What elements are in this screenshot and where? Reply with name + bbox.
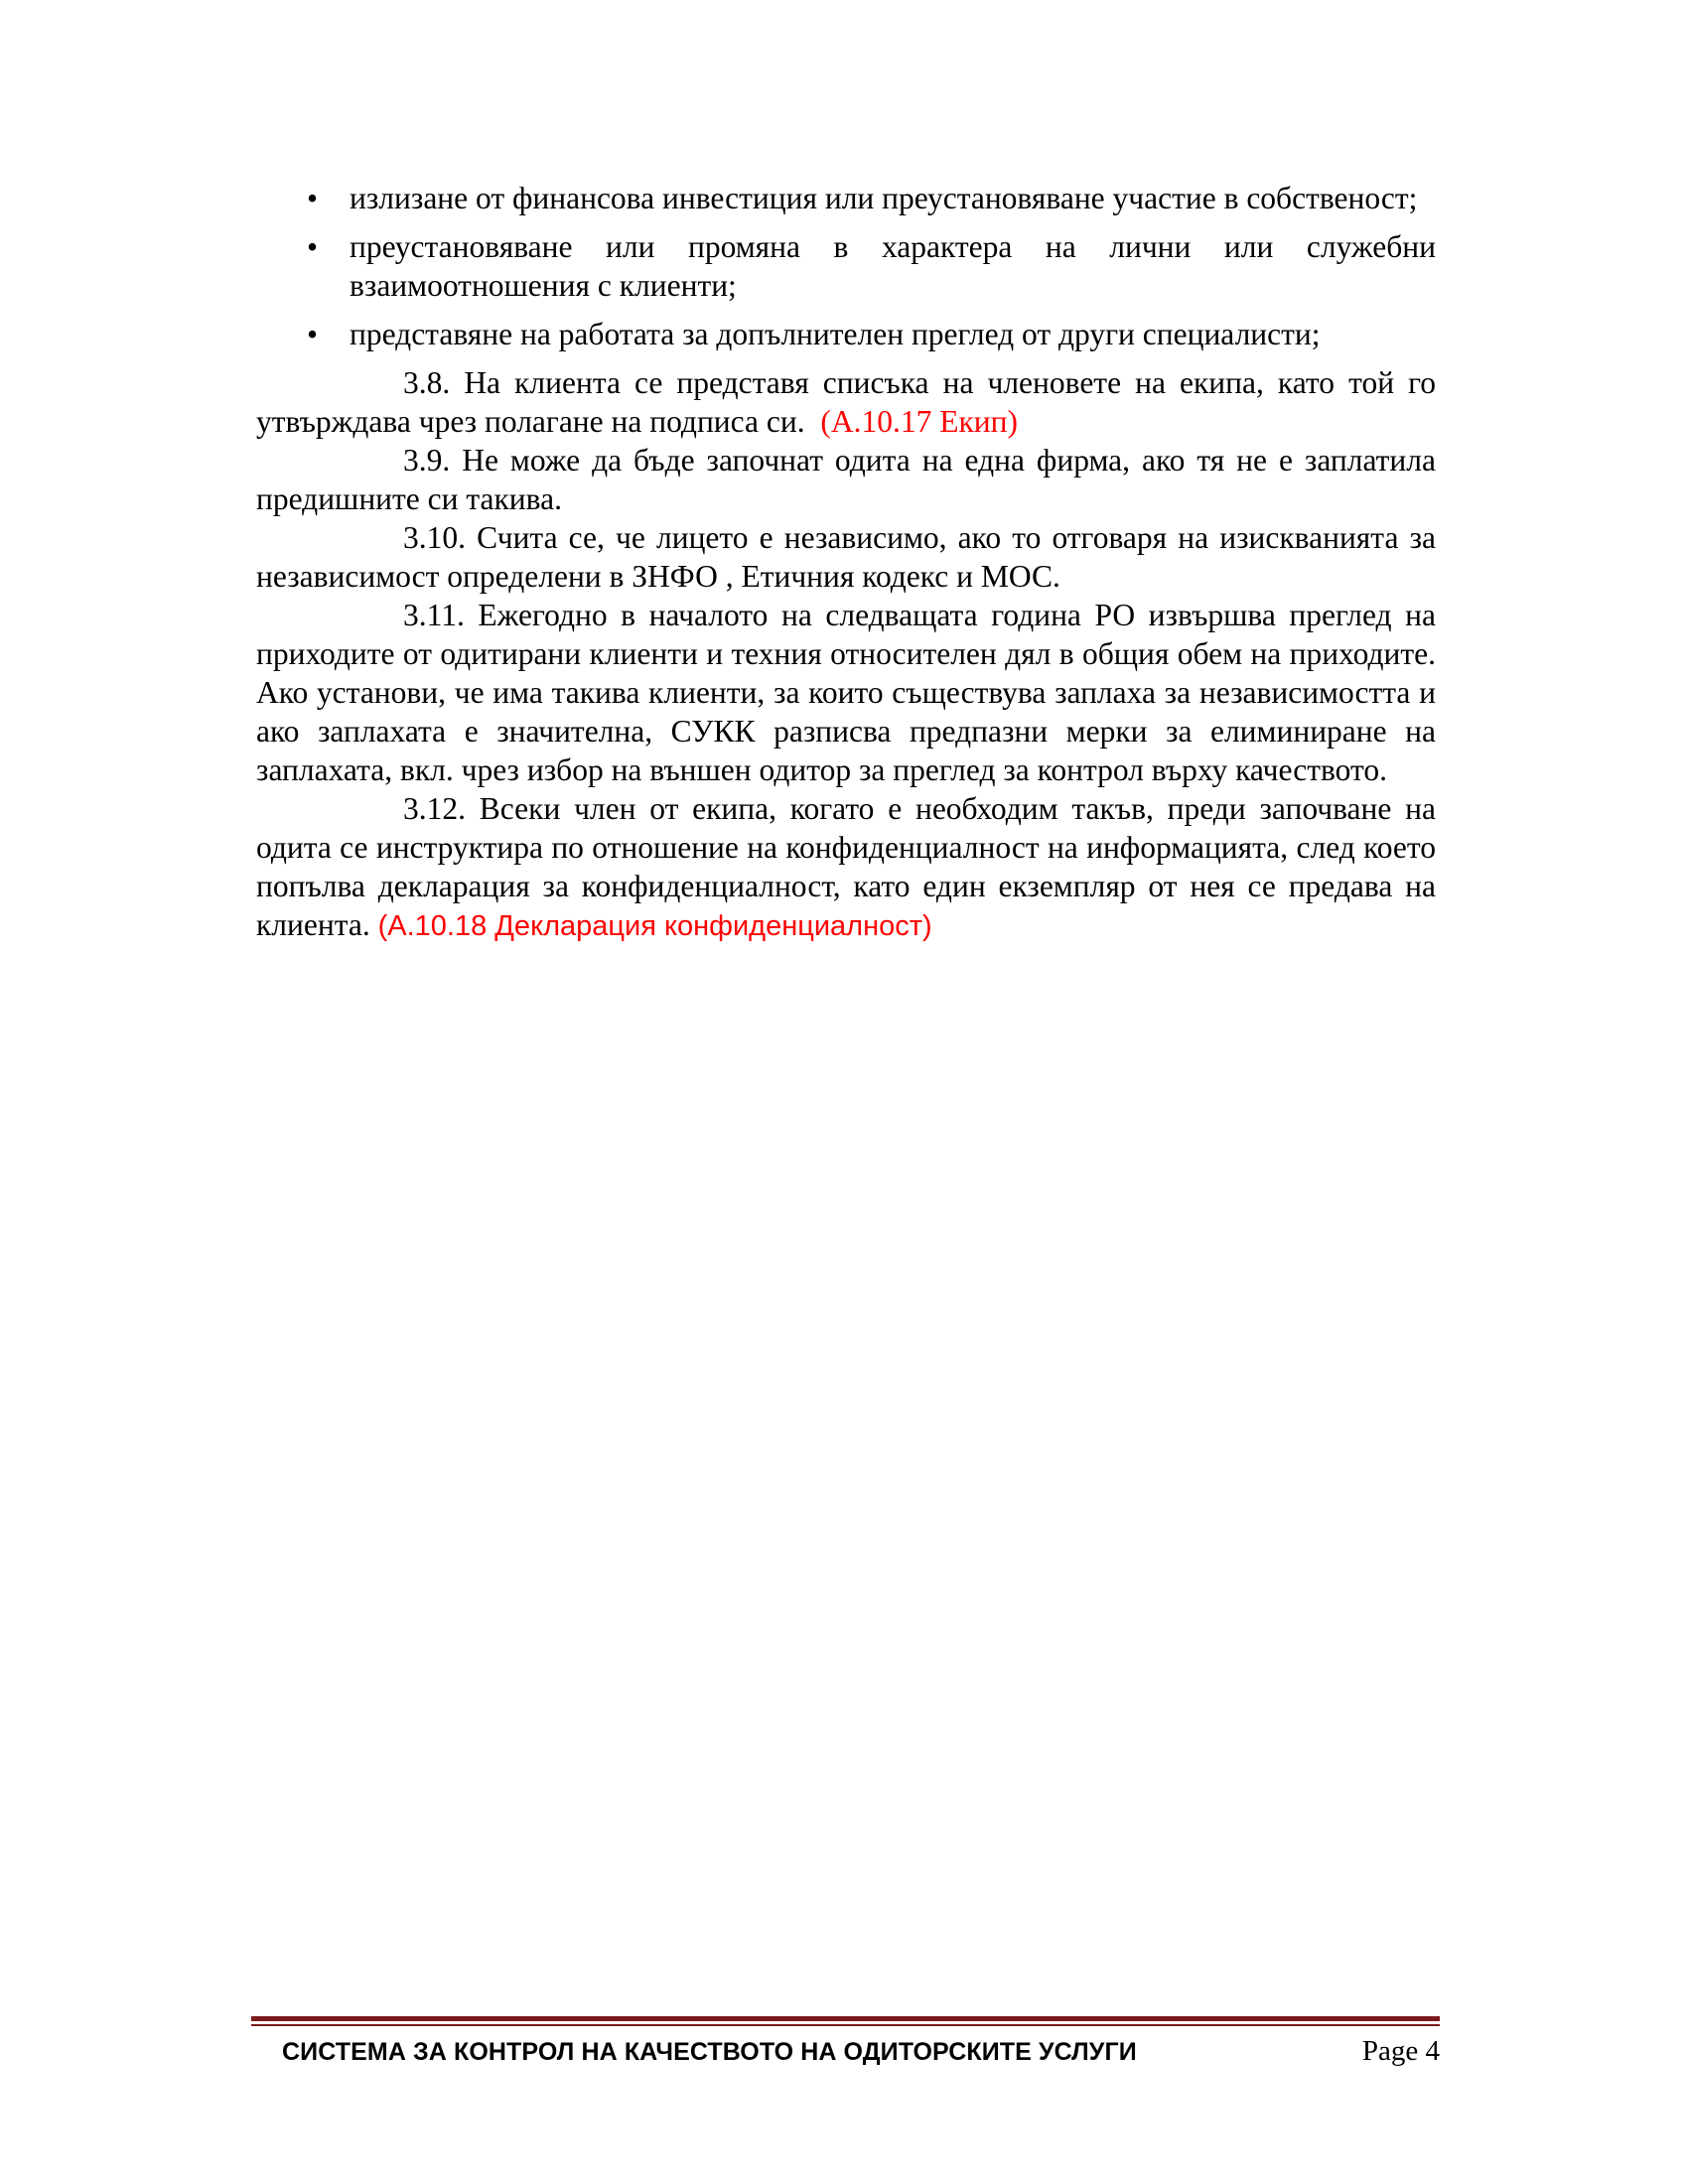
bullet-text: преустановяване или промяна в характера на лични или служебни взаимоотношения с клиенти; bbox=[350, 229, 1436, 303]
paragraph-text: 3.12. Всеки член от екипа, когато е необходим такъв, преди започване на одита се инструктира по отношение на конфиденциалност на информацията, след което попълва декларация за конфиденциалност, като един екземпляр от нея се предава на клиента. bbox=[256, 791, 1436, 942]
paragraph-text: 3.11. Ежегодно в началото на следващата година РО извършва преглед на приходите от одитирани клиенти и техния относителен дял в общия обем на приходите. Ако установи, че има такива клиенти, за които съществува заплаха за независимостта и ако заплахата е значителна, СУКК разписва предпазни мерки за елиминиране на заплахата, вкл. чрез избор на външен одитор за преглед за контрол върху качеството. bbox=[256, 598, 1436, 787]
list-item bbox=[256, 315, 1436, 353]
paragraph-3-8 bbox=[256, 363, 1436, 441]
footer-title: СИСТЕМА ЗА КОНТРОЛ НА КАЧЕСТВОТО НА ОДИТОРСКИТЕ УСЛУГИ bbox=[282, 2038, 1137, 2066]
bullet-icon: • bbox=[307, 229, 319, 264]
paragraph-text: 3.10. Счита се, че лицето е независимо, ако то отговаря на изискванията за независимост определени в ЗНФО , Етичния кодекс и МОС. bbox=[256, 520, 1436, 594]
paragraph-3-9 bbox=[256, 441, 1436, 518]
paragraph-3-12 bbox=[256, 789, 1436, 946]
paragraph-text: 3.9. Не може да бъде започнат одита на една фирма, ако тя не е заплатила предишните си такива. bbox=[256, 443, 1436, 516]
list-item bbox=[256, 227, 1436, 305]
footer-divider-thick bbox=[251, 2016, 1440, 2021]
bullet-list bbox=[256, 179, 1436, 353]
footer-divider-thin bbox=[251, 2024, 1440, 2026]
bullet-text: излизане от финансова инвестиция или преустановяване участие в собственост; bbox=[350, 181, 1418, 215]
paragraph-3-10 bbox=[256, 518, 1436, 596]
bullet-text: представяне на работата за допълнителен преглед от други специалисти; bbox=[350, 317, 1321, 351]
reference-a-10-18: (А.10.18 Декларация конфиденциалност) bbox=[377, 910, 932, 942]
page-body bbox=[256, 179, 1436, 946]
paragraph-3-11 bbox=[256, 596, 1436, 789]
list-item bbox=[256, 179, 1436, 217]
paragraph-text: 3.8. На клиента се представя списъка на членовете на екипа, като той го утвърждава чрез полагане на подписа си. bbox=[256, 365, 1436, 439]
page-number: Page 4 bbox=[1361, 2035, 1440, 2067]
bullet-icon: • bbox=[307, 317, 319, 351]
reference-a-10-17: (А.10.17 Екип) bbox=[820, 404, 1018, 439]
bullet-icon: • bbox=[307, 181, 319, 215]
